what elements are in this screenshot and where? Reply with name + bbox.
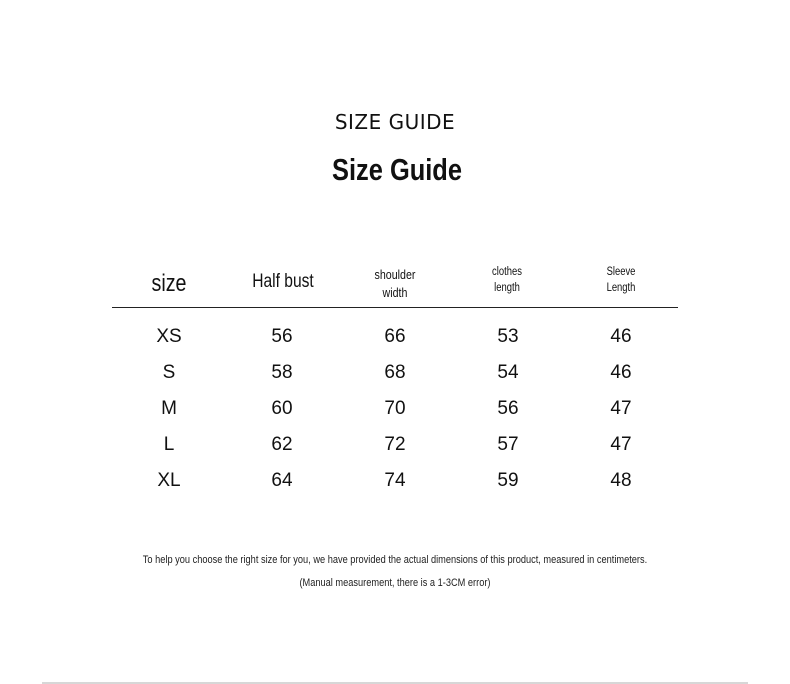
cell-half-bust: 56 [271,326,293,347]
cell-sleeve-length: 46 [610,326,632,347]
table-row [112,320,678,356]
table-row [112,464,678,500]
cell-size: XS [156,326,182,347]
header-sleeve-length-line1: Sleeve [606,266,636,278]
cell-half-bust: 60 [271,398,293,419]
cell-size: XL [157,470,181,491]
header-sleeve-length [580,264,662,296]
cell-size: M [161,398,177,419]
table-row [112,356,678,392]
header-shoulder-width-line1: shoulder [374,267,416,282]
header-size-label: size [151,270,187,297]
header-clothes-length [466,264,548,296]
cell-size: S [162,362,176,383]
size-table [112,256,678,500]
cell-sleeve-length: 46 [610,362,632,383]
table-body [112,308,678,500]
cell-shoulder-width: 68 [384,362,406,383]
cell-half-bust: 58 [271,362,293,383]
page-title: Size Guide [332,152,462,187]
table-row [112,428,678,464]
cell-sleeve-length: 47 [610,434,632,455]
table-row [112,392,678,428]
table-header-row [112,256,678,308]
header-shoulder-width [354,266,436,302]
cell-sleeve-length: 48 [610,470,632,491]
cell-clothes-length: 56 [497,398,519,419]
cell-clothes-length: 53 [497,326,519,347]
measurement-note: To help you choose the right size for you, we have provided the actual dimensions of this product, measured in centimeters. [142,554,648,566]
cell-shoulder-width: 70 [384,398,406,419]
header-half-bust [242,270,324,294]
cell-shoulder-width: 72 [384,434,406,455]
header-sleeve-length-line2: Length [606,282,636,294]
cell-shoulder-width: 74 [384,470,406,491]
measurement-error-note: (Manual measurement, there is a 1-3CM error) [299,577,491,589]
cell-half-bust: 62 [271,434,293,455]
header-half-bust-label: Half bust [252,271,314,293]
page-title-upper: SIZE GUIDE [334,110,456,134]
cell-shoulder-width: 66 [384,326,406,347]
cell-half-bust: 64 [271,470,293,491]
header-size [128,269,210,299]
header-shoulder-width-line2: width [382,285,408,300]
cell-clothes-length: 54 [497,362,519,383]
cell-clothes-length: 59 [497,470,519,491]
header-clothes-length-line2: length [494,282,520,294]
header-clothes-length-line1: clothes [492,266,522,278]
cell-clothes-length: 57 [497,434,519,455]
cell-sleeve-length: 47 [610,398,632,419]
cell-size: L [163,434,175,455]
